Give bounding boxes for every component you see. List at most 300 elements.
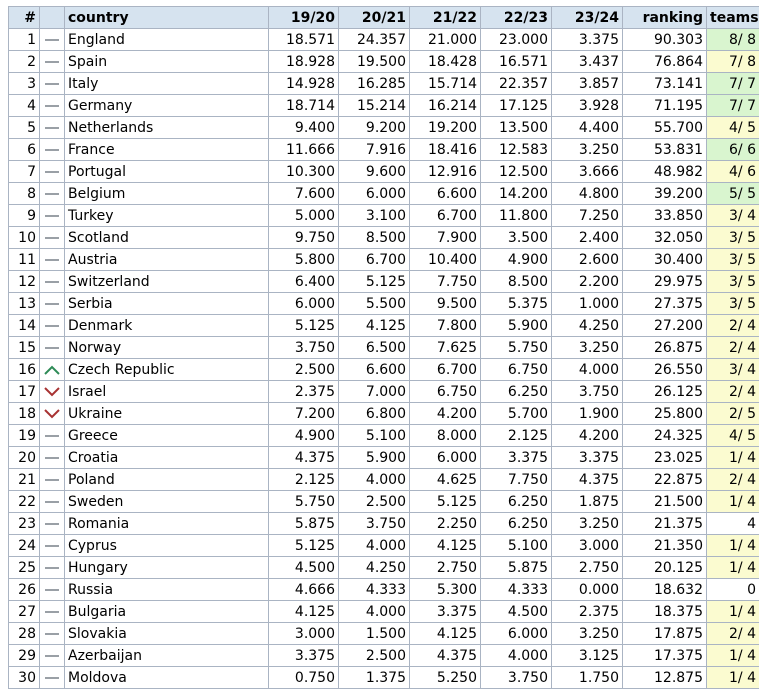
teams-cell: 3/ 5 (707, 293, 759, 315)
teams-cell: 3/ 4 (707, 359, 759, 381)
trend-same-icon (43, 451, 61, 465)
teams-cell: 2/ 4 (707, 381, 759, 403)
value-1920-cell: 3.750 (269, 337, 339, 359)
value-2122-cell: 6.750 (410, 381, 481, 403)
table-row[interactable] (9, 337, 759, 359)
ranking-value-cell: 32.050 (623, 227, 707, 249)
value-2122-cell: 5.300 (410, 579, 481, 601)
trend-same-icon (43, 253, 61, 267)
country-cell[interactable]: Azerbaijan (65, 645, 269, 667)
value-2021-cell: 4.333 (339, 579, 410, 601)
value-2223-cell: 12.583 (481, 139, 552, 161)
rank-cell: 3 (9, 73, 40, 95)
rank-cell: 27 (9, 601, 40, 623)
value-1920-cell: 2.375 (269, 381, 339, 403)
value-2021-cell: 4.125 (339, 315, 410, 337)
value-2122-cell: 7.750 (410, 271, 481, 293)
country-cell[interactable]: Russia (65, 579, 269, 601)
teams-cell: 4 (707, 513, 759, 535)
value-2021-cell: 2.500 (339, 645, 410, 667)
value-2122-cell: 18.428 (410, 51, 481, 73)
value-2122-cell: 18.416 (410, 139, 481, 161)
value-2122-cell: 7.900 (410, 227, 481, 249)
value-2021-cell: 3.750 (339, 513, 410, 535)
header-ranking[interactable]: ranking (623, 7, 707, 29)
ranking-value-cell: 21.500 (623, 491, 707, 513)
teams-cell: 7/ 7 (707, 95, 759, 117)
table-row[interactable] (9, 447, 759, 469)
trend-same-icon (43, 187, 61, 201)
value-1920-cell: 3.000 (269, 623, 339, 645)
value-1920-cell: 6.400 (269, 271, 339, 293)
value-2021-cell: 1.500 (339, 623, 410, 645)
trend-cell (40, 227, 65, 249)
ranking-value-cell: 71.195 (623, 95, 707, 117)
value-2324-cell: 4.000 (552, 359, 623, 381)
value-1920-cell: 0.750 (269, 667, 339, 689)
header-rank[interactable]: # (9, 7, 40, 29)
value-2021-cell: 5.900 (339, 447, 410, 469)
table-row[interactable] (9, 359, 759, 381)
trend-down-icon (43, 407, 61, 421)
country-cell[interactable]: Austria (65, 249, 269, 271)
country-cell[interactable]: Norway (65, 337, 269, 359)
value-2324-cell: 1.900 (552, 403, 623, 425)
ranking-value-cell: 21.350 (623, 535, 707, 557)
ranking-value-cell: 39.200 (623, 183, 707, 205)
country-cell[interactable]: Scotland (65, 227, 269, 249)
value-2324-cell: 3.928 (552, 95, 623, 117)
teams-cell: 2/ 4 (707, 469, 759, 491)
country-ranking-table (8, 6, 759, 689)
value-2122-cell: 4.200 (410, 403, 481, 425)
table-row[interactable] (9, 183, 759, 205)
value-2324-cell: 3.250 (552, 623, 623, 645)
header-season-2021[interactable]: 20/21 (339, 7, 410, 29)
teams-cell: 6/ 6 (707, 139, 759, 161)
ranking-value-cell: 26.875 (623, 337, 707, 359)
rank-cell: 14 (9, 315, 40, 337)
trend-cell (40, 403, 65, 425)
teams-cell: 2/ 4 (707, 315, 759, 337)
teams-cell: 0 (707, 579, 759, 601)
value-2223-cell: 6.000 (481, 623, 552, 645)
header-season-2324[interactable]: 23/24 (552, 7, 623, 29)
country-cell[interactable]: Poland (65, 469, 269, 491)
value-2122-cell: 19.200 (410, 117, 481, 139)
value-2122-cell: 6.000 (410, 447, 481, 469)
value-1920-cell: 10.300 (269, 161, 339, 183)
table-row[interactable] (9, 161, 759, 183)
rank-cell: 28 (9, 623, 40, 645)
value-2122-cell: 16.214 (410, 95, 481, 117)
trend-same-icon (43, 275, 61, 289)
value-2223-cell: 6.250 (481, 491, 552, 513)
table-row[interactable] (9, 667, 759, 689)
value-2324-cell: 3.666 (552, 161, 623, 183)
country-cell[interactable]: England (65, 29, 269, 51)
teams-cell: 7/ 8 (707, 51, 759, 73)
ranking-value-cell: 18.632 (623, 579, 707, 601)
rank-cell: 4 (9, 95, 40, 117)
value-2122-cell: 3.375 (410, 601, 481, 623)
ranking-value-cell: 48.982 (623, 161, 707, 183)
trend-cell (40, 359, 65, 381)
trend-same-icon (43, 517, 61, 531)
teams-cell: 4/ 6 (707, 161, 759, 183)
header-season-2223[interactable]: 22/23 (481, 7, 552, 29)
trend-cell (40, 425, 65, 447)
teams-cell: 2/ 5 (707, 403, 759, 425)
ranking-value-cell: 29.975 (623, 271, 707, 293)
trend-cell (40, 601, 65, 623)
rank-cell: 8 (9, 183, 40, 205)
rank-cell: 10 (9, 227, 40, 249)
ranking-value-cell: 76.864 (623, 51, 707, 73)
value-2324-cell: 2.400 (552, 227, 623, 249)
country-cell[interactable]: Turkey (65, 205, 269, 227)
rank-cell: 1 (9, 29, 40, 51)
rank-cell: 15 (9, 337, 40, 359)
value-2021-cell: 2.500 (339, 491, 410, 513)
country-cell[interactable]: Moldova (65, 667, 269, 689)
value-2324-cell: 7.250 (552, 205, 623, 227)
ranking-value-cell: 26.550 (623, 359, 707, 381)
trend-same-icon (43, 429, 61, 443)
value-2324-cell: 4.375 (552, 469, 623, 491)
rank-cell: 21 (9, 469, 40, 491)
trend-cell (40, 447, 65, 469)
value-2223-cell: 3.375 (481, 447, 552, 469)
country-cell[interactable]: Ukraine (65, 403, 269, 425)
value-2223-cell: 2.125 (481, 425, 552, 447)
teams-cell: 2/ 4 (707, 623, 759, 645)
value-2021-cell: 6.800 (339, 403, 410, 425)
header-season-1920[interactable]: 19/20 (269, 7, 339, 29)
value-2021-cell: 16.285 (339, 73, 410, 95)
trend-same-icon (43, 473, 61, 487)
trend-same-icon (43, 539, 61, 553)
value-2223-cell: 5.375 (481, 293, 552, 315)
value-2324-cell: 2.200 (552, 271, 623, 293)
value-2223-cell: 3.750 (481, 667, 552, 689)
ranking-value-cell: 20.125 (623, 557, 707, 579)
trend-same-icon (43, 341, 61, 355)
country-cell[interactable]: Cyprus (65, 535, 269, 557)
value-2122-cell: 4.125 (410, 535, 481, 557)
value-1920-cell: 14.928 (269, 73, 339, 95)
value-2324-cell: 1.750 (552, 667, 623, 689)
value-2021-cell: 9.200 (339, 117, 410, 139)
rank-cell: 20 (9, 447, 40, 469)
value-2324-cell: 3.375 (552, 29, 623, 51)
value-2223-cell: 3.500 (481, 227, 552, 249)
rank-cell: 24 (9, 535, 40, 557)
rank-cell: 23 (9, 513, 40, 535)
country-cell[interactable]: Spain (65, 51, 269, 73)
table-body (9, 29, 759, 689)
rank-cell: 13 (9, 293, 40, 315)
rank-cell: 25 (9, 557, 40, 579)
table-row[interactable] (9, 271, 759, 293)
trend-cell (40, 51, 65, 73)
ranking-value-cell: 73.141 (623, 73, 707, 95)
trend-same-icon (43, 671, 61, 685)
table-row[interactable] (9, 381, 759, 403)
teams-cell: 1/ 4 (707, 667, 759, 689)
table-row[interactable] (9, 73, 759, 95)
trend-cell (40, 513, 65, 535)
value-2324-cell: 3.857 (552, 73, 623, 95)
teams-cell: 1/ 4 (707, 601, 759, 623)
trend-cell (40, 667, 65, 689)
value-2122-cell: 6.700 (410, 205, 481, 227)
ranking-value-cell: 27.375 (623, 293, 707, 315)
trend-cell (40, 205, 65, 227)
header-season-2122[interactable]: 21/22 (410, 7, 481, 29)
rank-cell: 9 (9, 205, 40, 227)
value-2324-cell: 3.437 (552, 51, 623, 73)
value-1920-cell: 4.666 (269, 579, 339, 601)
value-1920-cell: 18.571 (269, 29, 339, 51)
table-row[interactable] (9, 95, 759, 117)
country-cell[interactable]: Germany (65, 95, 269, 117)
trend-cell (40, 249, 65, 271)
rank-cell: 6 (9, 139, 40, 161)
country-cell[interactable]: Croatia (65, 447, 269, 469)
ranking-value-cell: 17.375 (623, 645, 707, 667)
country-cell[interactable]: Sweden (65, 491, 269, 513)
ranking-value-cell: 33.850 (623, 205, 707, 227)
ranking-value-cell: 24.325 (623, 425, 707, 447)
value-2021-cell: 6.500 (339, 337, 410, 359)
table-row[interactable] (9, 315, 759, 337)
ranking-value-cell: 23.025 (623, 447, 707, 469)
header-teams[interactable]: teams (707, 7, 759, 29)
table-row[interactable] (9, 29, 759, 51)
value-2223-cell: 22.357 (481, 73, 552, 95)
value-2324-cell: 0.000 (552, 579, 623, 601)
trend-cell (40, 73, 65, 95)
country-cell[interactable]: Greece (65, 425, 269, 447)
ranking-value-cell: 12.875 (623, 667, 707, 689)
value-2223-cell: 5.750 (481, 337, 552, 359)
ranking-value-cell: 27.200 (623, 315, 707, 337)
value-2223-cell: 6.250 (481, 513, 552, 535)
value-2021-cell: 9.600 (339, 161, 410, 183)
value-2324-cell: 4.200 (552, 425, 623, 447)
country-cell[interactable]: Belgium (65, 183, 269, 205)
country-cell[interactable]: Israel (65, 381, 269, 403)
country-cell[interactable]: Switzerland (65, 271, 269, 293)
teams-cell: 3/ 5 (707, 249, 759, 271)
rank-cell: 5 (9, 117, 40, 139)
trend-cell (40, 535, 65, 557)
ranking-value-cell: 21.375 (623, 513, 707, 535)
header-country[interactable]: country (65, 7, 269, 29)
value-2021-cell: 4.000 (339, 469, 410, 491)
table-row[interactable] (9, 293, 759, 315)
value-2223-cell: 7.750 (481, 469, 552, 491)
table-row[interactable] (9, 249, 759, 271)
table-row[interactable] (9, 623, 759, 645)
value-2324-cell: 1.000 (552, 293, 623, 315)
country-cell[interactable]: Netherlands (65, 117, 269, 139)
table-row[interactable] (9, 535, 759, 557)
table-row[interactable] (9, 601, 759, 623)
value-2122-cell: 5.125 (410, 491, 481, 513)
table-row[interactable] (9, 513, 759, 535)
ranking-value-cell: 22.875 (623, 469, 707, 491)
value-2223-cell: 6.750 (481, 359, 552, 381)
table-row[interactable] (9, 469, 759, 491)
value-2324-cell: 4.400 (552, 117, 623, 139)
rank-cell: 16 (9, 359, 40, 381)
value-2021-cell: 3.100 (339, 205, 410, 227)
value-2021-cell: 5.100 (339, 425, 410, 447)
value-1920-cell: 9.750 (269, 227, 339, 249)
teams-cell: 1/ 4 (707, 535, 759, 557)
value-2021-cell: 5.500 (339, 293, 410, 315)
value-1920-cell: 4.500 (269, 557, 339, 579)
trend-cell (40, 469, 65, 491)
value-2223-cell: 5.100 (481, 535, 552, 557)
country-cell[interactable]: Serbia (65, 293, 269, 315)
trend-same-icon (43, 583, 61, 597)
trend-same-icon (43, 121, 61, 135)
rank-cell: 17 (9, 381, 40, 403)
ranking-value-cell: 26.125 (623, 381, 707, 403)
value-1920-cell: 5.750 (269, 491, 339, 513)
trend-same-icon (43, 77, 61, 91)
trend-same-icon (43, 143, 61, 157)
table-row[interactable] (9, 227, 759, 249)
value-1920-cell: 5.000 (269, 205, 339, 227)
country-cell[interactable]: Romania (65, 513, 269, 535)
table-row[interactable] (9, 579, 759, 601)
country-cell[interactable]: Italy (65, 73, 269, 95)
trend-same-icon (43, 297, 61, 311)
table-row[interactable] (9, 425, 759, 447)
trend-cell (40, 491, 65, 513)
ranking-value-cell: 30.400 (623, 249, 707, 271)
value-2223-cell: 5.700 (481, 403, 552, 425)
value-2122-cell: 21.000 (410, 29, 481, 51)
trend-cell (40, 271, 65, 293)
country-cell[interactable]: Portugal (65, 161, 269, 183)
table-row[interactable] (9, 645, 759, 667)
value-1920-cell: 3.375 (269, 645, 339, 667)
country-cell[interactable]: Czech Republic (65, 359, 269, 381)
trend-cell (40, 623, 65, 645)
value-1920-cell: 2.500 (269, 359, 339, 381)
trend-same-icon (43, 649, 61, 663)
value-2223-cell: 8.500 (481, 271, 552, 293)
table-row[interactable] (9, 403, 759, 425)
table-row[interactable] (9, 51, 759, 73)
value-1920-cell: 18.714 (269, 95, 339, 117)
table-row[interactable] (9, 205, 759, 227)
value-2324-cell: 3.750 (552, 381, 623, 403)
country-cell[interactable]: Hungary (65, 557, 269, 579)
ranking-value-cell: 55.700 (623, 117, 707, 139)
country-cell[interactable]: Denmark (65, 315, 269, 337)
trend-cell (40, 381, 65, 403)
value-2122-cell: 9.500 (410, 293, 481, 315)
ranking-table-container (8, 6, 759, 689)
rank-cell: 26 (9, 579, 40, 601)
trend-cell (40, 337, 65, 359)
value-2223-cell: 16.571 (481, 51, 552, 73)
trend-same-icon (43, 55, 61, 69)
value-2021-cell: 4.250 (339, 557, 410, 579)
value-2021-cell: 5.125 (339, 271, 410, 293)
rank-cell: 22 (9, 491, 40, 513)
trend-cell (40, 293, 65, 315)
value-2122-cell: 6.600 (410, 183, 481, 205)
value-2021-cell: 4.000 (339, 535, 410, 557)
trend-same-icon (43, 561, 61, 575)
country-cell[interactable]: Slovakia (65, 623, 269, 645)
table-row[interactable] (9, 557, 759, 579)
table-row[interactable] (9, 117, 759, 139)
value-2122-cell: 8.000 (410, 425, 481, 447)
trend-cell (40, 161, 65, 183)
trend-same-icon (43, 99, 61, 113)
teams-cell: 5/ 5 (707, 183, 759, 205)
value-1920-cell: 4.375 (269, 447, 339, 469)
value-2324-cell: 4.800 (552, 183, 623, 205)
value-2122-cell: 4.125 (410, 623, 481, 645)
value-2223-cell: 23.000 (481, 29, 552, 51)
value-2021-cell: 15.214 (339, 95, 410, 117)
rank-cell: 7 (9, 161, 40, 183)
value-2223-cell: 4.000 (481, 645, 552, 667)
value-2021-cell: 6.600 (339, 359, 410, 381)
country-cell[interactable]: Bulgaria (65, 601, 269, 623)
trend-same-icon (43, 495, 61, 509)
value-2122-cell: 4.625 (410, 469, 481, 491)
value-2324-cell: 2.600 (552, 249, 623, 271)
value-2223-cell: 6.250 (481, 381, 552, 403)
value-2122-cell: 6.700 (410, 359, 481, 381)
value-1920-cell: 18.928 (269, 51, 339, 73)
value-2324-cell: 3.000 (552, 535, 623, 557)
trend-same-icon (43, 605, 61, 619)
value-2324-cell: 2.375 (552, 601, 623, 623)
ranking-value-cell: 90.303 (623, 29, 707, 51)
table-row[interactable] (9, 139, 759, 161)
ranking-value-cell: 18.375 (623, 601, 707, 623)
value-1920-cell: 4.125 (269, 601, 339, 623)
value-2223-cell: 5.900 (481, 315, 552, 337)
trend-same-icon (43, 33, 61, 47)
ranking-value-cell: 17.875 (623, 623, 707, 645)
teams-cell: 3/ 4 (707, 205, 759, 227)
country-cell[interactable]: France (65, 139, 269, 161)
trend-cell (40, 29, 65, 51)
table-row[interactable] (9, 491, 759, 513)
trend-cell (40, 95, 65, 117)
value-2122-cell: 10.400 (410, 249, 481, 271)
header-trend (40, 7, 65, 29)
value-2122-cell: 15.714 (410, 73, 481, 95)
teams-cell: 1/ 4 (707, 447, 759, 469)
value-1920-cell: 5.125 (269, 535, 339, 557)
value-2324-cell: 3.375 (552, 447, 623, 469)
trend-same-icon (43, 231, 61, 245)
value-2021-cell: 24.357 (339, 29, 410, 51)
